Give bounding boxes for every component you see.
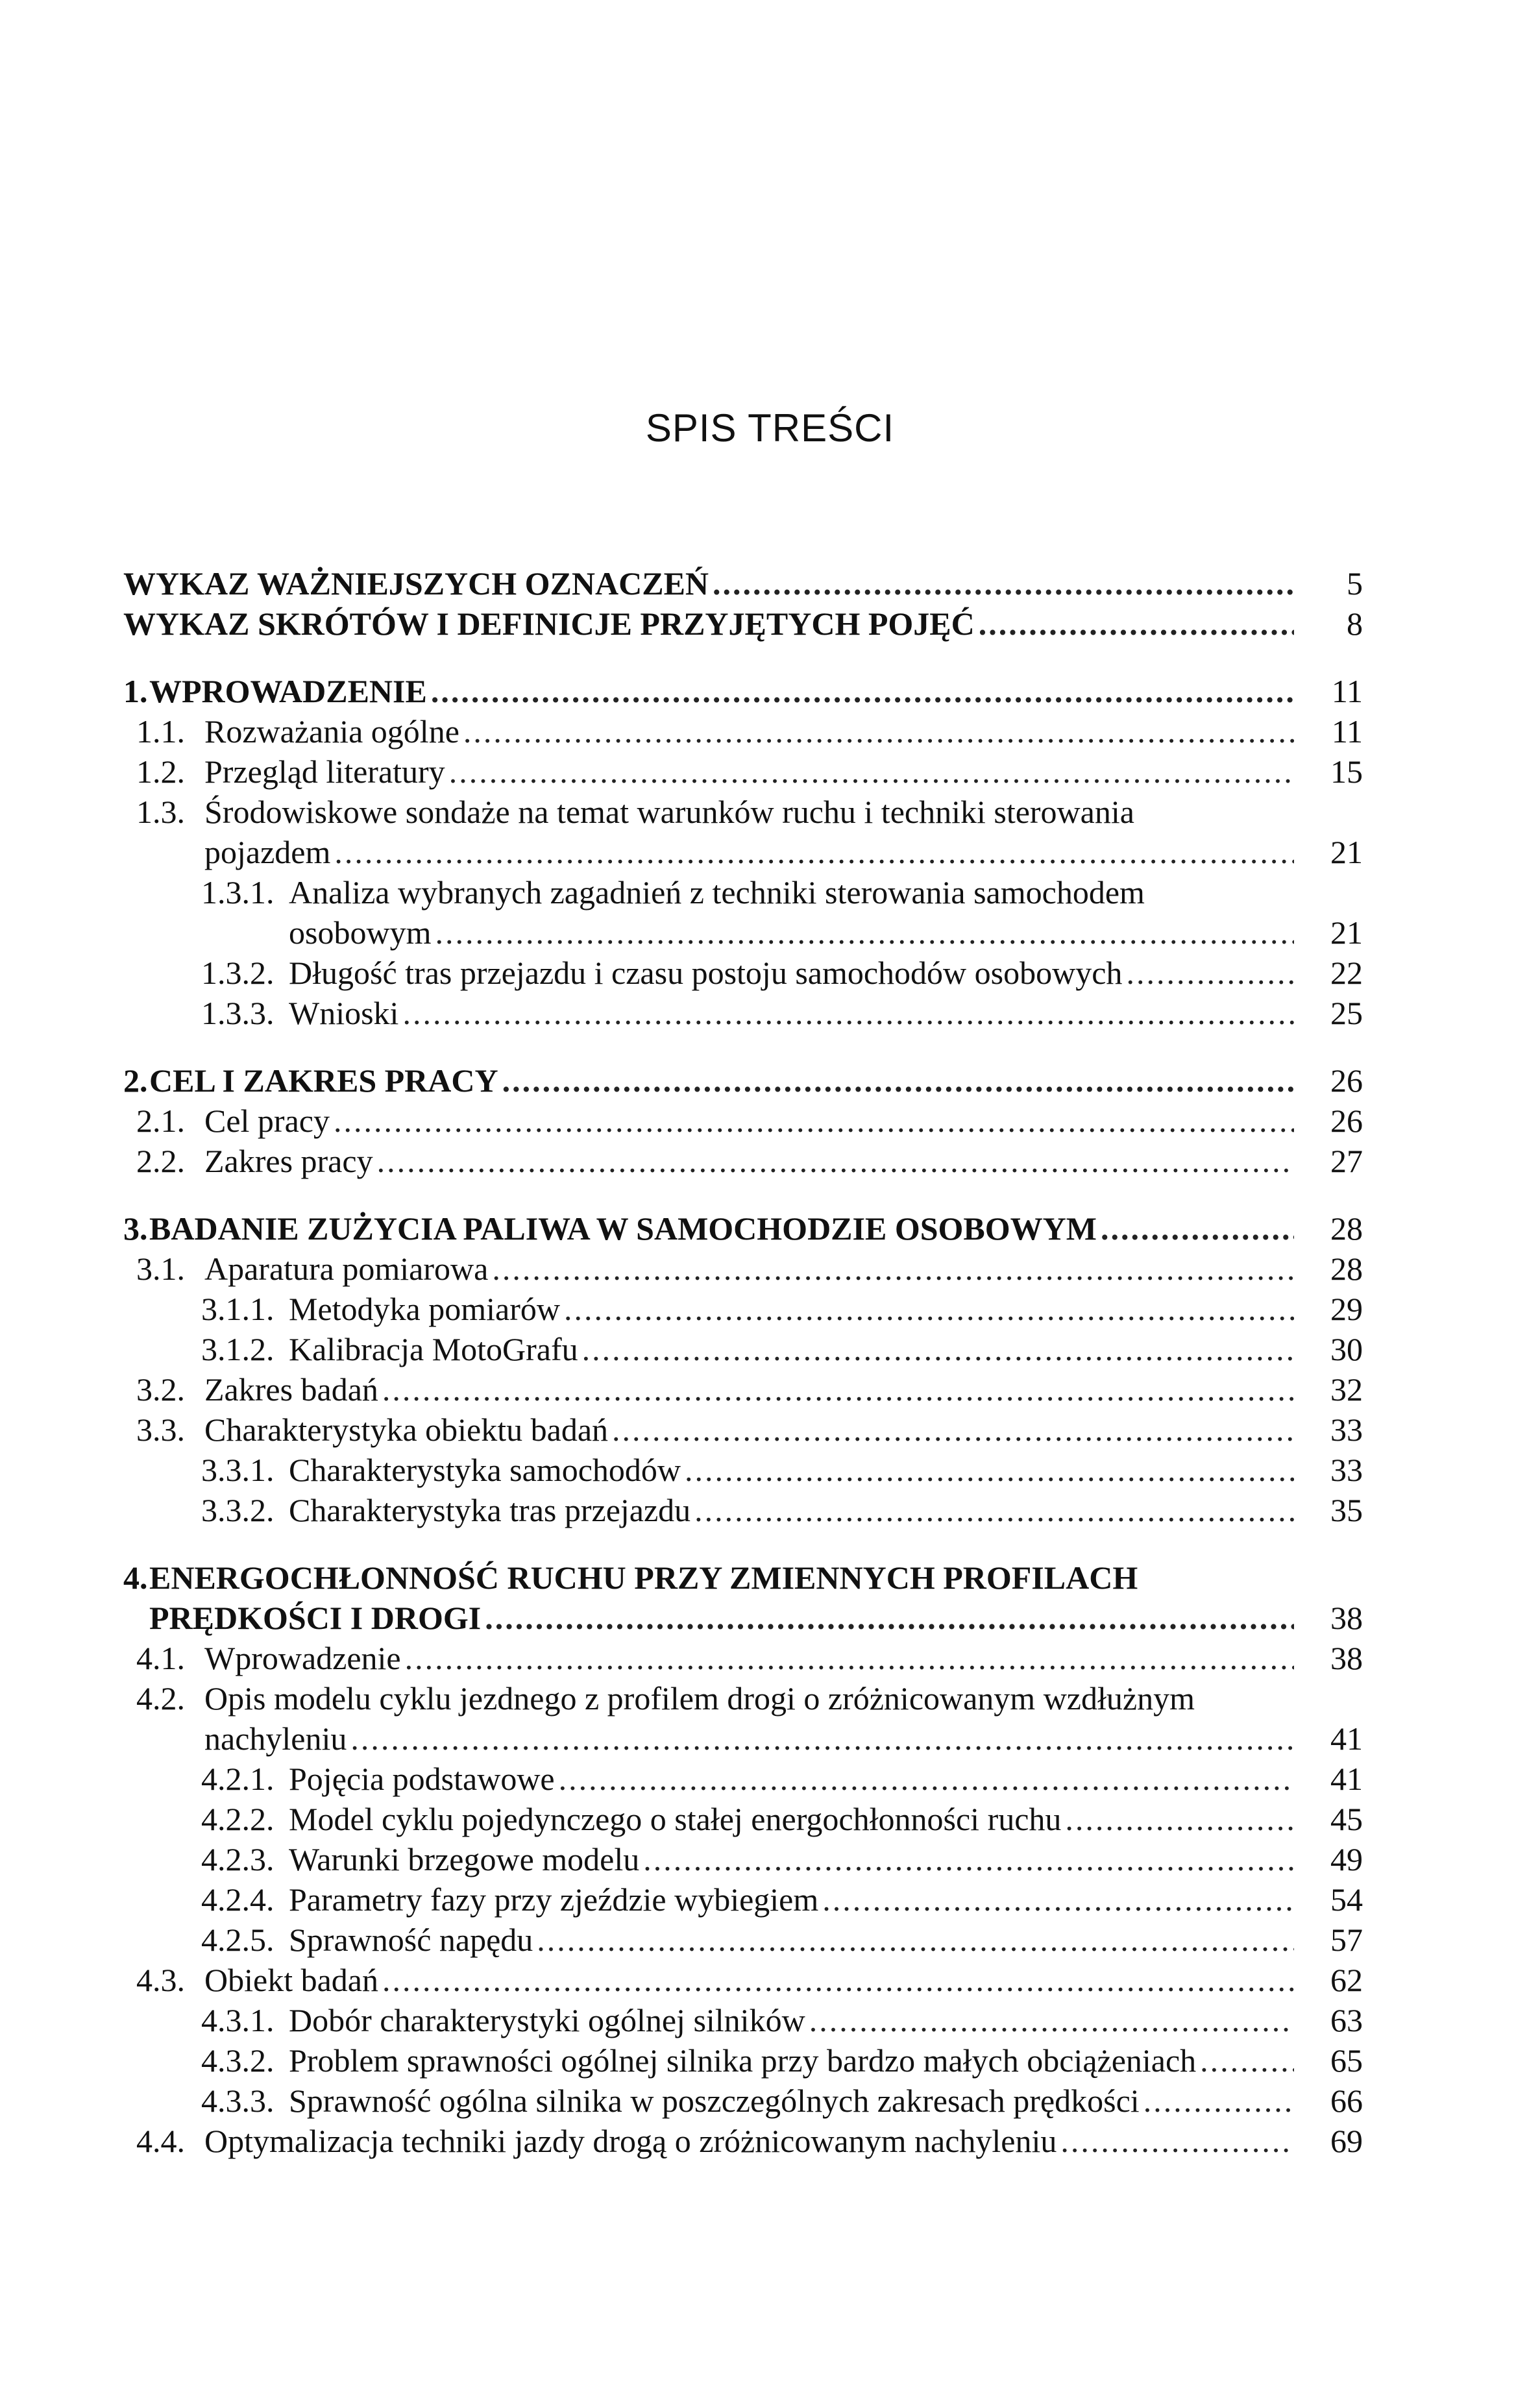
toc-entry-number: 1.3.2. (201, 955, 275, 991)
toc-entry-number: 3.3. (136, 1411, 185, 1448)
toc-entry (123, 1678, 1363, 1759)
toc-entry-number: 4.2.4. (201, 1881, 275, 1918)
toc-entry-title: Cel pracy (204, 1103, 330, 1139)
toc-entry (123, 1141, 1363, 1181)
dot-leader (402, 993, 1294, 1033)
dot-leader (350, 1718, 1294, 1759)
dot-leader (405, 1638, 1294, 1678)
toc-entry (123, 872, 1363, 953)
dot-leader (334, 1101, 1294, 1141)
toc-entry-number: 1. (123, 673, 148, 709)
toc-entry-page-number: 54 (1330, 1881, 1363, 1918)
toc-entry (123, 1208, 1363, 1249)
dot-leader (449, 752, 1294, 792)
toc-entry (123, 1960, 1363, 2000)
toc-entry-number: 2.1. (136, 1103, 185, 1139)
toc-entry-page-number: 11 (1331, 713, 1363, 750)
toc-entry-number: 1.3.3. (201, 995, 275, 1031)
dot-leader (694, 1490, 1294, 1530)
toc-entry-number: 3.2. (136, 1371, 185, 1408)
toc-entry-number: 3. (123, 1210, 148, 1247)
toc-entry (123, 1638, 1363, 1678)
toc-entry-title-continued: osobowym (289, 914, 432, 951)
toc-entry-number: 4.2.1. (201, 1761, 275, 1797)
toc-entry (123, 2040, 1363, 2081)
toc-entry-title: Optymalizacja techniki jazdy drogą o zróżnicowanym nachyleniu (204, 2123, 1057, 2159)
toc-entry-number: 4.2.5. (201, 1922, 275, 1958)
toc-entry-title: WYKAZ WAŻNIEJSZYCH OZNACZEŃ (123, 565, 709, 602)
dot-leader (485, 1598, 1294, 1638)
toc-entry (123, 2121, 1363, 2161)
toc-entry-title: Model cyklu pojedynczego o stałej energochłonności ruchu (289, 1801, 1062, 1837)
toc-entry-page-number: 28 (1330, 1210, 1363, 1247)
toc-entry-title: Wprowadzenie (204, 1640, 401, 1676)
toc-entry (123, 1879, 1363, 1920)
toc-entry-page-number: 8 (1347, 605, 1363, 642)
toc-entry-number: 4.4. (136, 2123, 185, 2159)
dot-leader (1200, 2040, 1294, 2081)
toc-entry-title-continued: PRĘDKOŚCI I DROGI (149, 1600, 482, 1636)
dot-leader (713, 563, 1294, 604)
dot-leader (1143, 2081, 1294, 2121)
toc-entry (123, 711, 1363, 752)
toc-entry (123, 1410, 1363, 1450)
dot-leader (377, 1141, 1294, 1181)
dot-leader (537, 1920, 1294, 1960)
toc-entry-title: Sprawność napędu (289, 1922, 533, 1958)
toc-entry (123, 792, 1363, 872)
toc-entry-page-number: 26 (1330, 1062, 1363, 1099)
toc-entry-number: 4.2.3. (201, 1841, 275, 1877)
dot-leader (502, 1060, 1294, 1101)
toc-entry-number: 3.3.2. (201, 1492, 275, 1528)
dot-leader (643, 1839, 1294, 1879)
toc-entry-page-number: 27 (1330, 1143, 1363, 1179)
toc-entry-page-number: 26 (1330, 1103, 1363, 1139)
toc-entry-page-number: 62 (1330, 1962, 1363, 1998)
toc-entry-page-number: 35 (1330, 1492, 1363, 1528)
toc-entry-number: 3.3.1. (201, 1452, 275, 1488)
toc-entry (123, 1249, 1363, 1289)
toc-entry (123, 1490, 1363, 1530)
toc-entry-number: 1.3.1. (201, 874, 275, 910)
toc-entry-title: Charakterystyka samochodów (289, 1452, 681, 1488)
toc-entry-number: 3.1.2. (201, 1331, 275, 1367)
toc-entry-number: 4.2. (136, 1680, 185, 1717)
toc-entry-page-number: 33 (1330, 1411, 1363, 1448)
toc-entry-number: 3.1.1. (201, 1291, 275, 1327)
toc-entry (123, 604, 1363, 644)
dot-leader (382, 1960, 1294, 2000)
toc-entry (123, 953, 1363, 993)
table-of-contents (123, 563, 1363, 2161)
dot-leader (809, 2000, 1294, 2040)
toc-entry (123, 1450, 1363, 1490)
toc-entry-number: 2. (123, 1062, 148, 1099)
dot-leader (463, 711, 1294, 752)
toc-entry-title: Parametry fazy przy zjeździe wybiegiem (289, 1881, 819, 1918)
toc-entry (123, 993, 1363, 1033)
dot-leader (334, 832, 1294, 872)
toc-entry (123, 1329, 1363, 1369)
toc-entry (123, 1759, 1363, 1799)
toc-entry-page-number: 38 (1330, 1600, 1363, 1636)
toc-entry-number: 1.1. (136, 713, 185, 750)
toc-entry-number: 4.1. (136, 1640, 185, 1676)
toc-entry-title: Analiza wybranych zagadnień z techniki sterowania samochodem (289, 874, 1145, 910)
toc-entry (123, 1369, 1363, 1410)
toc-entry-page-number: 29 (1330, 1291, 1363, 1327)
dot-leader (435, 912, 1294, 953)
dot-leader (685, 1450, 1294, 1490)
dot-leader (1060, 2121, 1294, 2161)
toc-entry-title: Zakres pracy (204, 1143, 373, 1179)
toc-entry-title-continued: pojazdem (204, 834, 331, 870)
toc-entry-page-number: 28 (1330, 1251, 1363, 1287)
toc-entry-page-number: 38 (1330, 1640, 1363, 1676)
toc-entry-title: Charakterystyka obiektu badań (204, 1411, 609, 1448)
dot-leader (1065, 1799, 1294, 1839)
toc-entry (123, 1799, 1363, 1839)
toc-entry-page-number: 25 (1330, 995, 1363, 1031)
toc-entry-title: Opis modelu cyklu jezdnego z profilem drogi o zróżnicowanym wzdłużnym (204, 1680, 1195, 1717)
toc-entry-page-number: 22 (1330, 955, 1363, 991)
toc-entry-page-number: 33 (1330, 1452, 1363, 1488)
toc-entry-number: 1.3. (136, 794, 185, 830)
toc-entry (123, 1101, 1363, 1141)
toc-entry-title: Metodyka pomiarów (289, 1291, 560, 1327)
toc-entry-page-number: 21 (1330, 834, 1363, 870)
toc-entry-page-number: 15 (1330, 753, 1363, 790)
toc-entry-title: BADANIE ZUŻYCIA PALIWA W SAMOCHODZIE OSOBOWYM (149, 1210, 1097, 1247)
dot-leader (979, 604, 1294, 644)
toc-entry (123, 671, 1363, 711)
toc-entry (123, 1289, 1363, 1329)
toc-entry-title: Dobór charakterystyki ogólnej silników (289, 2002, 805, 2038)
toc-entry-number: 4. (123, 1559, 148, 1596)
toc-entry-title: Przegląd literatury (204, 753, 445, 790)
toc-entry-number: 4.3.3. (201, 2083, 275, 2119)
toc-entry-page-number: 65 (1330, 2042, 1363, 2079)
dot-leader (612, 1410, 1294, 1450)
toc-entry-title: Sprawność ogólna silnika w poszczególnych zakresach prędkości (289, 2083, 1140, 2119)
toc-entry-title: Warunki brzegowe modelu (289, 1841, 640, 1877)
toc-entry-number: 4.2.2. (201, 1801, 275, 1837)
toc-entry-page-number: 49 (1330, 1841, 1363, 1877)
toc-entry (123, 2000, 1363, 2040)
toc-entry-page-number: 57 (1330, 1922, 1363, 1958)
toc-entry-title: Wnioski (289, 995, 399, 1031)
toc-entry-title: Charakterystyka tras przejazdu (289, 1492, 691, 1528)
toc-entry (123, 752, 1363, 792)
toc-entry-page-number: 66 (1330, 2083, 1363, 2119)
toc-entry (123, 1558, 1363, 1638)
toc-entry-page-number: 41 (1330, 1761, 1363, 1797)
dot-leader (822, 1879, 1294, 1920)
page-title: SPIS TREŚCI (645, 406, 895, 450)
toc-entry-title: Zakres badań (204, 1371, 378, 1408)
dot-leader (492, 1249, 1294, 1289)
toc-entry-title: Środowiskowe sondaże na temat warunków ruchu i techniki sterowania (204, 794, 1134, 830)
toc-entry-page-number: 63 (1330, 2002, 1363, 2038)
toc-entry-page-number: 45 (1330, 1801, 1363, 1837)
toc-entry-number: 4.3.2. (201, 2042, 275, 2079)
toc-entry-page-number: 30 (1330, 1331, 1363, 1367)
toc-entry (123, 563, 1363, 604)
toc-entry (123, 2081, 1363, 2121)
toc-entry-title: Obiekt badań (204, 1962, 378, 1998)
toc-entry-number: 3.1. (136, 1251, 185, 1287)
dot-leader (582, 1329, 1294, 1369)
toc-entry-page-number: 41 (1330, 1720, 1363, 1757)
toc-entry-number: 1.2. (136, 753, 185, 790)
toc-entry-number: 4.3.1. (201, 2002, 275, 2038)
toc-entry-title-continued: nachyleniu (204, 1720, 347, 1757)
toc-entry-page-number: 69 (1330, 2123, 1363, 2159)
dot-leader (1101, 1208, 1294, 1249)
toc-entry (123, 1060, 1363, 1101)
toc-entry-page-number: 32 (1330, 1371, 1363, 1408)
toc-entry (123, 1839, 1363, 1879)
dot-leader (431, 671, 1294, 711)
dot-leader (1126, 953, 1294, 993)
toc-entry-title: CEL I ZAKRES PRACY (149, 1062, 498, 1099)
toc-entry-title: Kalibracja MotoGrafu (289, 1331, 578, 1367)
toc-entry-title: Pojęcia podstawowe (289, 1761, 555, 1797)
toc-entry-title: Długość tras przejazdu i czasu postoju samochodów osobowych (289, 955, 1123, 991)
toc-entry-page-number: 5 (1347, 565, 1363, 602)
toc-entry-title: WYKAZ SKRÓTÓW I DEFINICJE PRZYJĘTYCH POJĘĆ (123, 605, 975, 642)
dot-leader (559, 1759, 1294, 1799)
toc-entry (123, 1920, 1363, 1960)
toc-entry-title: Problem sprawności ogólnej silnika przy bardzo małych obciążeniach (289, 2042, 1197, 2079)
toc-entry-title: WPROWADZENIE (149, 673, 427, 709)
toc-entry-number: 4.3. (136, 1962, 185, 1998)
toc-entry-page-number: 21 (1330, 914, 1363, 951)
toc-entry-title: Rozważania ogólne (204, 713, 459, 750)
toc-entry-page-number: 11 (1331, 673, 1363, 709)
toc-entry-title: ENERGOCHŁONNOŚĆ RUCHU PRZY ZMIENNYCH PROFILACH (149, 1559, 1138, 1596)
dot-leader (382, 1369, 1294, 1410)
toc-entry-number: 2.2. (136, 1143, 185, 1179)
toc-entry-title: Aparatura pomiarowa (204, 1251, 489, 1287)
dot-leader (564, 1289, 1294, 1329)
